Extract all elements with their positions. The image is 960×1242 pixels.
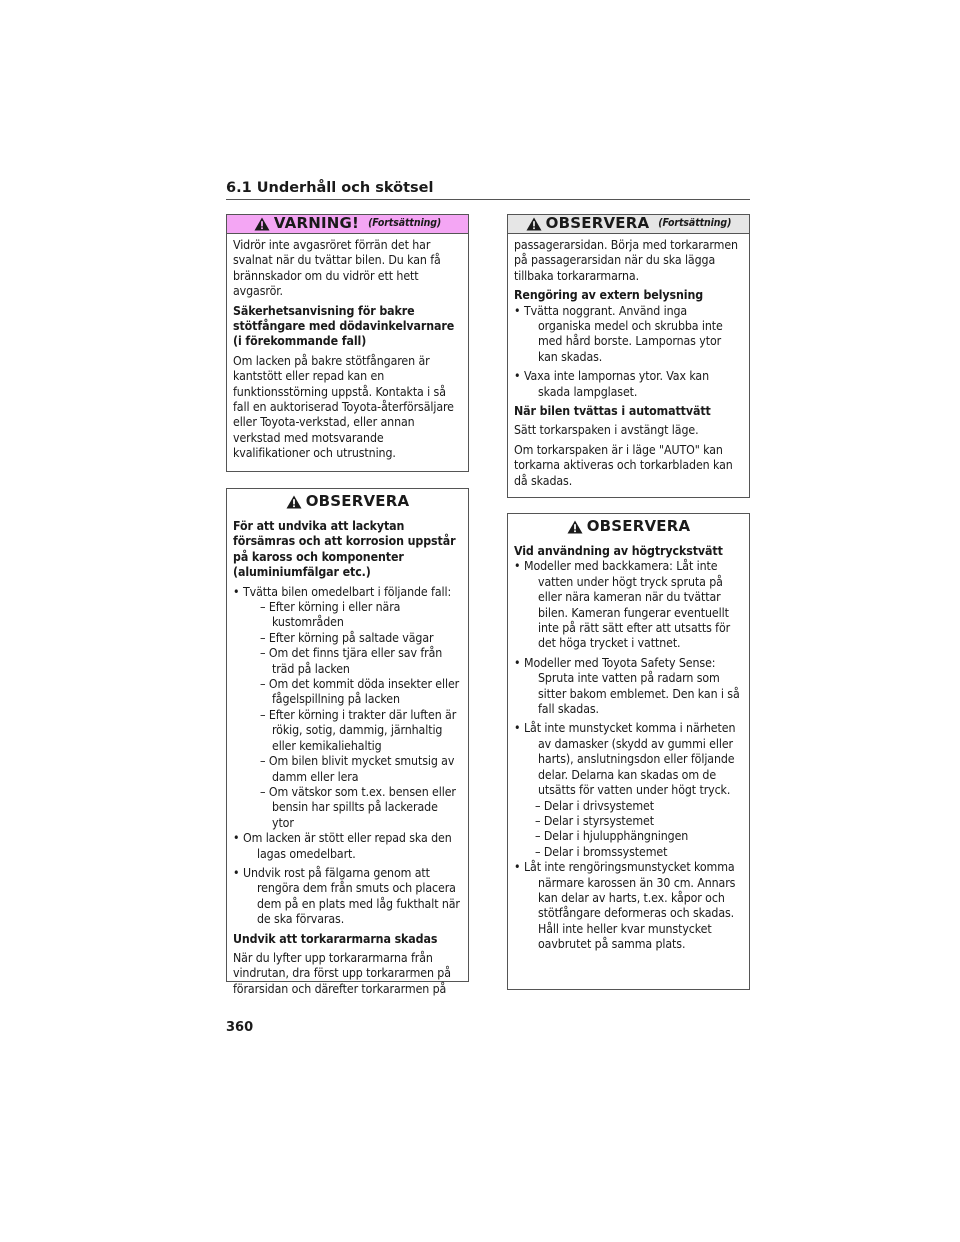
notice-paragraph: Om torkarspaken är i läge "AUTO" kan torkarna aktiveras och torkarbladen kan då skadas. [514, 442, 733, 488]
dash-item: – Om det finns tjära eller sav från träd på lacken [260, 646, 443, 676]
list-item: • Modeller med backkamera: Låt inte vatten under högt tryck spruta på eller nära kameran när du tvättar bilen. Kameran fungerar eventuellt inte på rätt sätt efter att utsatts för det höga trycket i vattnet. [514, 559, 731, 651]
notice-paragraph: När du lyfter upp torkararmarna från vindrutan, dra först upp torkararmen på förarsidan och därefter torkararmen på [233, 950, 451, 996]
list-item: • Tvätta noggrant. Använd inga organiska medel och skrubba inte med hård borste. Lampornas ytor kan skadas. [514, 303, 723, 364]
notice-subheading: När bilen tvättas i automattvätt [514, 404, 711, 419]
notice-continued-label: (Fortsättning) [658, 217, 732, 230]
notice-header-bar [227, 491, 468, 513]
notice-subheading: Vid användning av högtryckstvätt [514, 544, 723, 558]
warning-header-bar [227, 215, 468, 234]
notice-box [226, 488, 469, 996]
notice-subheading: Rengöring av extern belysning [514, 288, 704, 303]
dash-item: – Efter körning i trakter där luften är rökig, sotig, dammig, järnhaltig eller kemikaliehaltig [260, 707, 457, 753]
dash-item: – Efter körning i eller nära kustområden [260, 600, 401, 630]
warning-subheading: Säkerhetsanvisning för bakre stötfångare med dödavinkelvarnare (i förekommande fall) [233, 303, 455, 349]
notice-title: OBSERVERA [305, 492, 410, 511]
dash-item: – Delar i bromssystemet [535, 844, 668, 859]
dash-item: – Delar i drivsystemet [535, 798, 654, 813]
notice-box [507, 214, 750, 498]
warning-paragraph: Vidrör inte avgasröret förrän det har svalnat när du tvättar bilen. Du kan få brännskador om du vidrör ett hett avgasrör. [233, 238, 441, 299]
list-item: • Låt inte munstycket komma i närheten av damasker (skydd av gummi eller harts), anslutningsdon eller följande delar. Delarna kan skadas om de utsätts för vatten under högt tryck. [514, 721, 736, 798]
list-item: • Vaxa inte lampornas ytor. Vax kan skada lampglaset. [514, 369, 710, 399]
list-item: • Tvätta bilen omedelbart i följande fall: [233, 584, 452, 599]
warning-triangle-icon [286, 495, 302, 509]
dash-item: – Efter körning på saltade vägar [260, 630, 434, 645]
notice-subheading: För att undvika att lackytan försämras och att korrosion uppstår på kaross och komponenter (aluminiumfälgar etc.) [233, 519, 456, 580]
notice-paragraph: passagerarsidan. Börja med torkararmen på passagerarsidan när du ska lägga tillbaka torkararmarna. [514, 238, 738, 283]
dash-item: – Om bilen blivit mycket smutsig av damm eller lera [260, 754, 455, 784]
warning-paragraph: Om lacken på bakre stötfångaren är kantstött eller repad kan en funktionsstörning uppstå. Kontakta i så fall en auktoriserad Toyota-återförsäljare eller Toyota-verkstad, eller annan verkstad med motsvarande kvalifikationer och utrustning. [233, 353, 454, 461]
notice-header-bar [508, 215, 749, 234]
dash-item: – Delar i hjulupphängningen [535, 829, 689, 844]
list-item: • Undvik rost på fälgarna genom att rengöra dem från smuts och placera dem på en plats med låg fukthalt när de ska förvaras. [233, 865, 460, 927]
list-item: • Modeller med Toyota Safety Sense: Spruta inte vatten på radarn som sitter bakom emblemet. Den kan i så fall skadas. [514, 655, 740, 717]
notice-paragraph: Sätt torkarspaken i avstängt läge. [514, 423, 699, 438]
list-item: • Låt inte rengöringsmunstycket komma närmare karossen än 30 cm. Annars kan delar av harts, t.ex. kåpor och stötfångare deformeras och skadas. Håll inte heller kvar munstycket oavbrutet på samma plats. [514, 860, 736, 952]
notice-box [507, 513, 750, 990]
warning-triangle-icon [254, 217, 270, 231]
notice-subheading: Undvik att torkararmarna skadas [233, 931, 438, 946]
warning-box [226, 214, 469, 472]
notice-title: OBSERVERA [545, 214, 650, 233]
warning-title: VARNING! [273, 214, 360, 233]
warning-continued-label: (Fortsättning) [368, 217, 442, 230]
page-number: 360 [226, 1020, 254, 1035]
dash-item: – Om det kommit döda insekter eller fågelspillning på lacken [260, 677, 460, 707]
warning-triangle-icon [567, 520, 583, 534]
notice-title: OBSERVERA [586, 517, 691, 536]
list-item: • Om lacken är stött eller repad ska den lagas omedelbart. [233, 831, 452, 861]
warning-triangle-icon [526, 217, 542, 231]
dash-item: – Delar i styrsystemet [535, 813, 654, 828]
section-header: 6.1 Underhåll och skötsel [226, 180, 750, 200]
notice-header-bar [508, 516, 749, 538]
dash-item: – Om vätskor som t.ex. bensen eller bensin har spillts på lackerade ytor [260, 784, 456, 830]
